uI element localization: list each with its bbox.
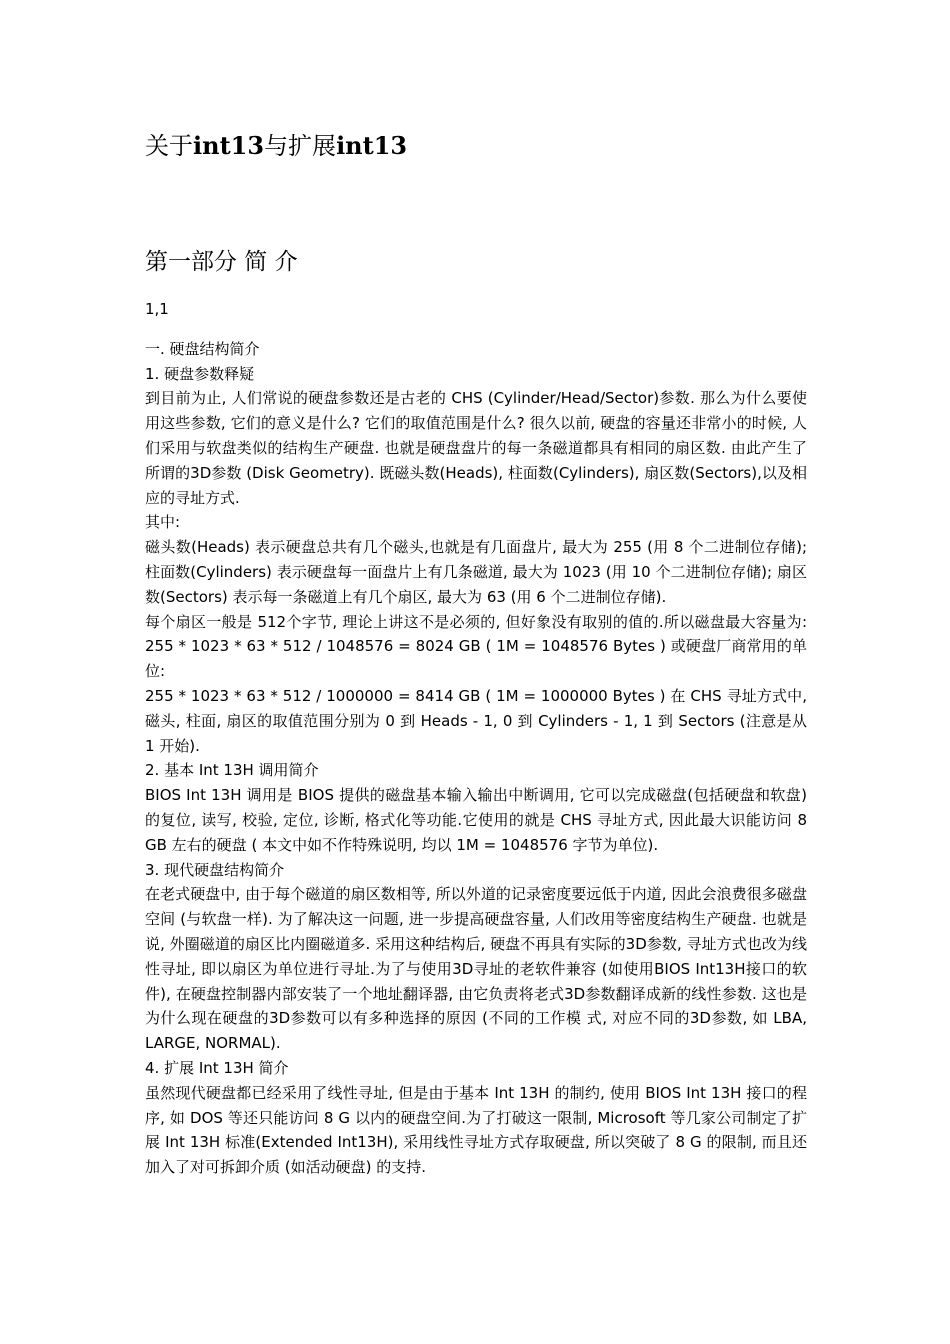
paragraph-max-capacity: 每个扇区一般是 512个字节, 理论上讲这不是必须的, 但好象没有取别的值的.所以磁盘最大容量为: 255 * 1023 * 63 * 512 / 1048576 = 8024 GB ( 1M = 1048576 Bytes ) 或硬盘厂商常用的单位: bbox=[145, 612, 807, 681]
title-int13: int13 bbox=[193, 131, 265, 160]
paragraph-chs-params: 到目前为止, 人们常说的硬盘参数还是古老的 CHS (Cylinder/Head/Sector)参数. 那么为什么要使用这些参数, 它们的意义是什么? 它们的取值范围是什么? 很久以前, 硬盘的容量还非常小的时候, 人们采用与软盘类似的结构生产硬盘. 也就是硬盘盘片的每一条磁道都具有相同的扇区数. 由此产生了所谓的3D参数 (Disk Geometry). 既磁头数(Heads), 柱面数(Cylinders), 扇区数(Sectors),以及相应的寻址方式. bbox=[145, 389, 807, 507]
part-heading: 第一部分 简 介 bbox=[145, 249, 298, 275]
subsection-heading-modern-disk: 3. 现代硬盘结构简介 bbox=[145, 860, 285, 879]
title-ext-int13: int13 bbox=[336, 131, 408, 160]
subsection-heading-int13: 2. 基本 Int 13H 调用简介 bbox=[145, 761, 319, 780]
paragraph-where: 其中: bbox=[145, 513, 181, 532]
document-body bbox=[145, 297, 807, 1180]
paragraph-int13-intro: BIOS Int 13H 调用是 BIOS 提供的磁盘基本输入输出中断调用, 它可以完成磁盘(包括硬盘和软盘)的复位, 读写, 校验, 定位, 诊断, 格式化等功能.它使用的就是 CHS 寻址方式, 因此最大识能访问 8 GB 左右的硬盘 ( 本文中如不作特殊说明, 均以 1M = 1048576 字节为单位). bbox=[145, 786, 807, 854]
title-prefix: 关于 bbox=[145, 132, 193, 160]
paragraph-vendor-capacity: 255 * 1023 * 63 * 512 / 1000000 = 8414 GB ( 1M = 1000000 Bytes ) 在 CHS 寻址方式中, 磁头, 柱面, 扇区的取值范围分别为 0 到 Heads - 1, 0 到 Cylinders - 1, 1 到 Sectors (注意是从 1 开始). bbox=[145, 686, 807, 755]
subsection-heading-ext-int13: 4. 扩展 Int 13H 简介 bbox=[145, 1058, 289, 1077]
title-mid: 与扩展 bbox=[264, 132, 337, 160]
subsection-heading-params: 1. 硬盘参数释疑 bbox=[145, 364, 255, 383]
paragraph-modern-disk: 在老式硬盘中, 由于每个磁道的扇区数相等, 所以外道的记录密度要远低于内道, 因此会浪费很多磁盘空间 (与软盘一样). 为了解决这一问题, 进一步提高硬盘容量, 人们改用等密度结构生产硬盘. 也就是说, 外圈磁道的扇区比内圈磁道多. 采用这种结构后, 硬盘不再具有实际的3D参数, 寻址方式也改为线性寻址, 即以扇区为单位进行寻址.为了与使用3D寻址的老软件兼容 (如使用BIOS Int13H接口的软件), 在硬盘控制器内部安装了一个地址翻译器, 由它负责将老式3D参数翻译成新的线性参数. 这也是为什么现在硬盘的3D参数可以有多种选择的原因 (不同的工作模 式, 对应不同的3D参数, 如 LBA, LARGE, NORMAL). bbox=[145, 885, 807, 1053]
section-number: 1,1 bbox=[145, 300, 169, 318]
paragraph-heads-cylinders-sectors: 磁头数(Heads) 表示硬盘总共有几个磁头,也就是有几面盘片, 最大为 255 (用 8 个二进制位存储); 柱面数(Cylinders) 表示硬盘每一面盘片上有几条磁道, 最大为 1023 (用 10 个二进制位存储); 扇区数(Sectors) 表示每一条磁道上有几个扇区, 最大为 63 (用 6 个二进制位存储). bbox=[145, 538, 807, 606]
document-title bbox=[145, 126, 407, 161]
paragraph-ext-int13: 虽然现代硬盘都已经采用了线性寻址, 但是由于基本 Int 13H 的制约, 使用 BIOS Int 13H 接口的程序, 如 DOS 等还只能访问 8 G 以内的硬盘空间.为了打破这一限制, Microsoft 等几家公司制定了扩展 Int 13H 标准(Extended Int13H), 采用线性寻址方式存取硬盘, 所以突破了 8 G 的限制, 而且还加入了对可拆卸介质 (如活动硬盘) 的支持. bbox=[145, 1083, 807, 1177]
section-heading-disk-structure: 一. 硬盘结构简介 bbox=[145, 339, 260, 358]
